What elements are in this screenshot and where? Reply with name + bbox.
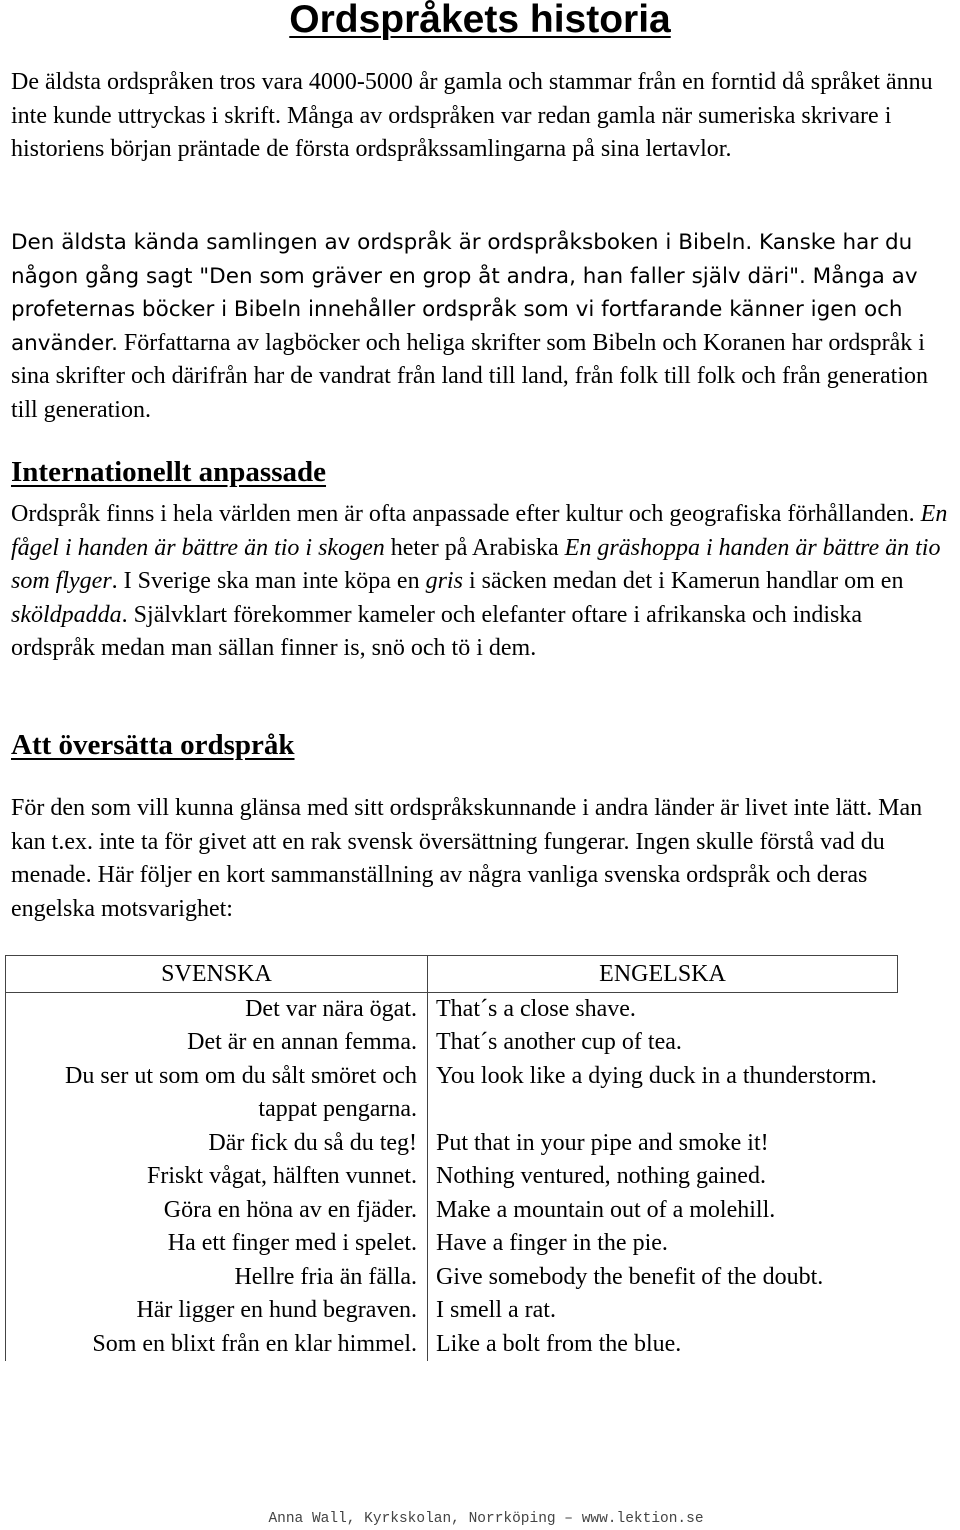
intl-text-5: . Självklart förekommer kameler och elefanter oftare i afrikanska och indiska ordspråk medan man sällan finner is, snö och tö i dem.: [11, 601, 863, 662]
section-heading-oversatta: Att översätta ordspråk: [11, 729, 295, 761]
swedish-proverb: Som en blixt från en klar himmel.: [6, 1328, 428, 1362]
header-engelska: ENGELSKA: [428, 956, 898, 993]
english-proverb: You look like a dying duck in a thunderstorm.: [428, 1060, 898, 1127]
english-proverb: Like a bolt from the blue.: [428, 1328, 898, 1362]
intl-text-3: . I Sverige ska man inte köpa en: [111, 568, 426, 595]
table-row: [6, 1060, 898, 1127]
table-row: [6, 1160, 898, 1194]
english-proverb: That´s a close shave.: [428, 992, 898, 1026]
intl-text-1: Ordspråk finns i hela världen men är ofta anpassade efter kultur och geografiska förhållanden.: [11, 501, 921, 527]
table-row: [6, 1294, 898, 1328]
proverb-table: [5, 955, 898, 1361]
swedish-proverb: Friskt vågat, hälften vunnet.: [6, 1160, 428, 1194]
proverb-table-header: [6, 956, 898, 993]
word-gris: gris: [425, 568, 463, 595]
english-proverb: Give somebody the benefit of the doubt.: [428, 1261, 898, 1295]
swedish-proverb: Där fick du så du teg!: [6, 1127, 428, 1161]
bible-paragraph: [11, 226, 951, 428]
swedish-proverb: Du ser ut som om du sålt smöret och tappat pengarna.: [6, 1060, 428, 1127]
swedish-proverb: Ha ett finger med i spelet.: [6, 1227, 428, 1261]
proverb-arabic: En gräshoppa i handen är bättre än tio som flyger: [11, 534, 941, 595]
section-heading-internationellt: Internationellt anpassade: [11, 456, 327, 488]
table-row: [6, 1026, 898, 1060]
swedish-proverb: Det var nära ögat.: [6, 992, 428, 1026]
intro-paragraph: De äldsta ordspråken tros vara 4000-5000 år gamla och stammar från en forntid då språket ännu inte kunde uttryckas i skrift. Många av ordspråken var redan gamla när sumeriska skrivare i historiens början präntade de första ordspråkssamlingarna på sina lertavlor.: [11, 69, 933, 163]
header-svenska: SVENSKA: [161, 961, 272, 987]
table-row: [6, 1328, 898, 1362]
bible-paragraph-serif-text: Författarna av lagböcker och heliga skrifter som Bibeln och Koranen har ordspråk i sina skrifter och därifrån har de vandrat från land till land, från folk till folk och från generation till generation.: [11, 329, 928, 423]
swedish-proverb: Här ligger en hund begraven.: [6, 1294, 428, 1328]
english-proverb: Put that in your pipe and smoke it!: [428, 1127, 898, 1161]
page-title: Ordspråkets historia: [289, 0, 671, 41]
english-proverb: Nothing ventured, nothing gained.: [428, 1160, 898, 1194]
table-row: [6, 1194, 898, 1228]
table-row: [6, 1261, 898, 1295]
english-proverb: Have a finger in the pie.: [428, 1227, 898, 1261]
intl-text-4: i säcken medan det i Kamerun handlar om en: [462, 568, 904, 595]
page-footer: Anna Wall, Kyrkskolan, Norrköping – www.lektion.se: [268, 1511, 704, 1527]
bible-paragraph-sans-text: Den äldsta kända samlingen av ordspråk är ordspråksboken i Bibeln. Kanske har du någon gång sagt "Den som gräver en grop åt andra, han faller själv däri". Många av profeternas böcker i Bibeln innehåller ordspråk som vi fortfarande känner igen och använder.: [11, 230, 918, 356]
translation-paragraph: För den som vill kunna glänsa med sitt ordspråkskunnande i andra länder är livet inte lätt. Man kan t.ex. inte ta för givet att en rak svensk översättning fungerar. Ingen skulle förstå vad du menade. Här följer en kort sammanställning av några vanliga svenska ordspråk och deras engelska motsvarighet:: [11, 795, 923, 922]
english-proverb: Make a mountain out of a molehill.: [428, 1194, 898, 1228]
swedish-proverb: Det är en annan femma.: [6, 1026, 428, 1060]
english-proverb: That´s another cup of tea.: [428, 1026, 898, 1060]
proverb-arabic-swedish: En fågel i handen är bättre än tio i skogen: [11, 501, 948, 561]
swedish-proverb: Hellre fria än fälla.: [6, 1261, 428, 1295]
table-row: [6, 992, 898, 1026]
english-proverb: I smell a rat.: [428, 1294, 898, 1328]
table-row: [6, 1227, 898, 1261]
table-row: [6, 1127, 898, 1161]
swedish-proverb: Göra en höna av en fjäder.: [6, 1194, 428, 1228]
word-skoldpadda: sköldpadda: [11, 601, 122, 628]
international-paragraph: [11, 498, 951, 666]
intl-text-2: heter på Arabiska: [384, 534, 565, 561]
